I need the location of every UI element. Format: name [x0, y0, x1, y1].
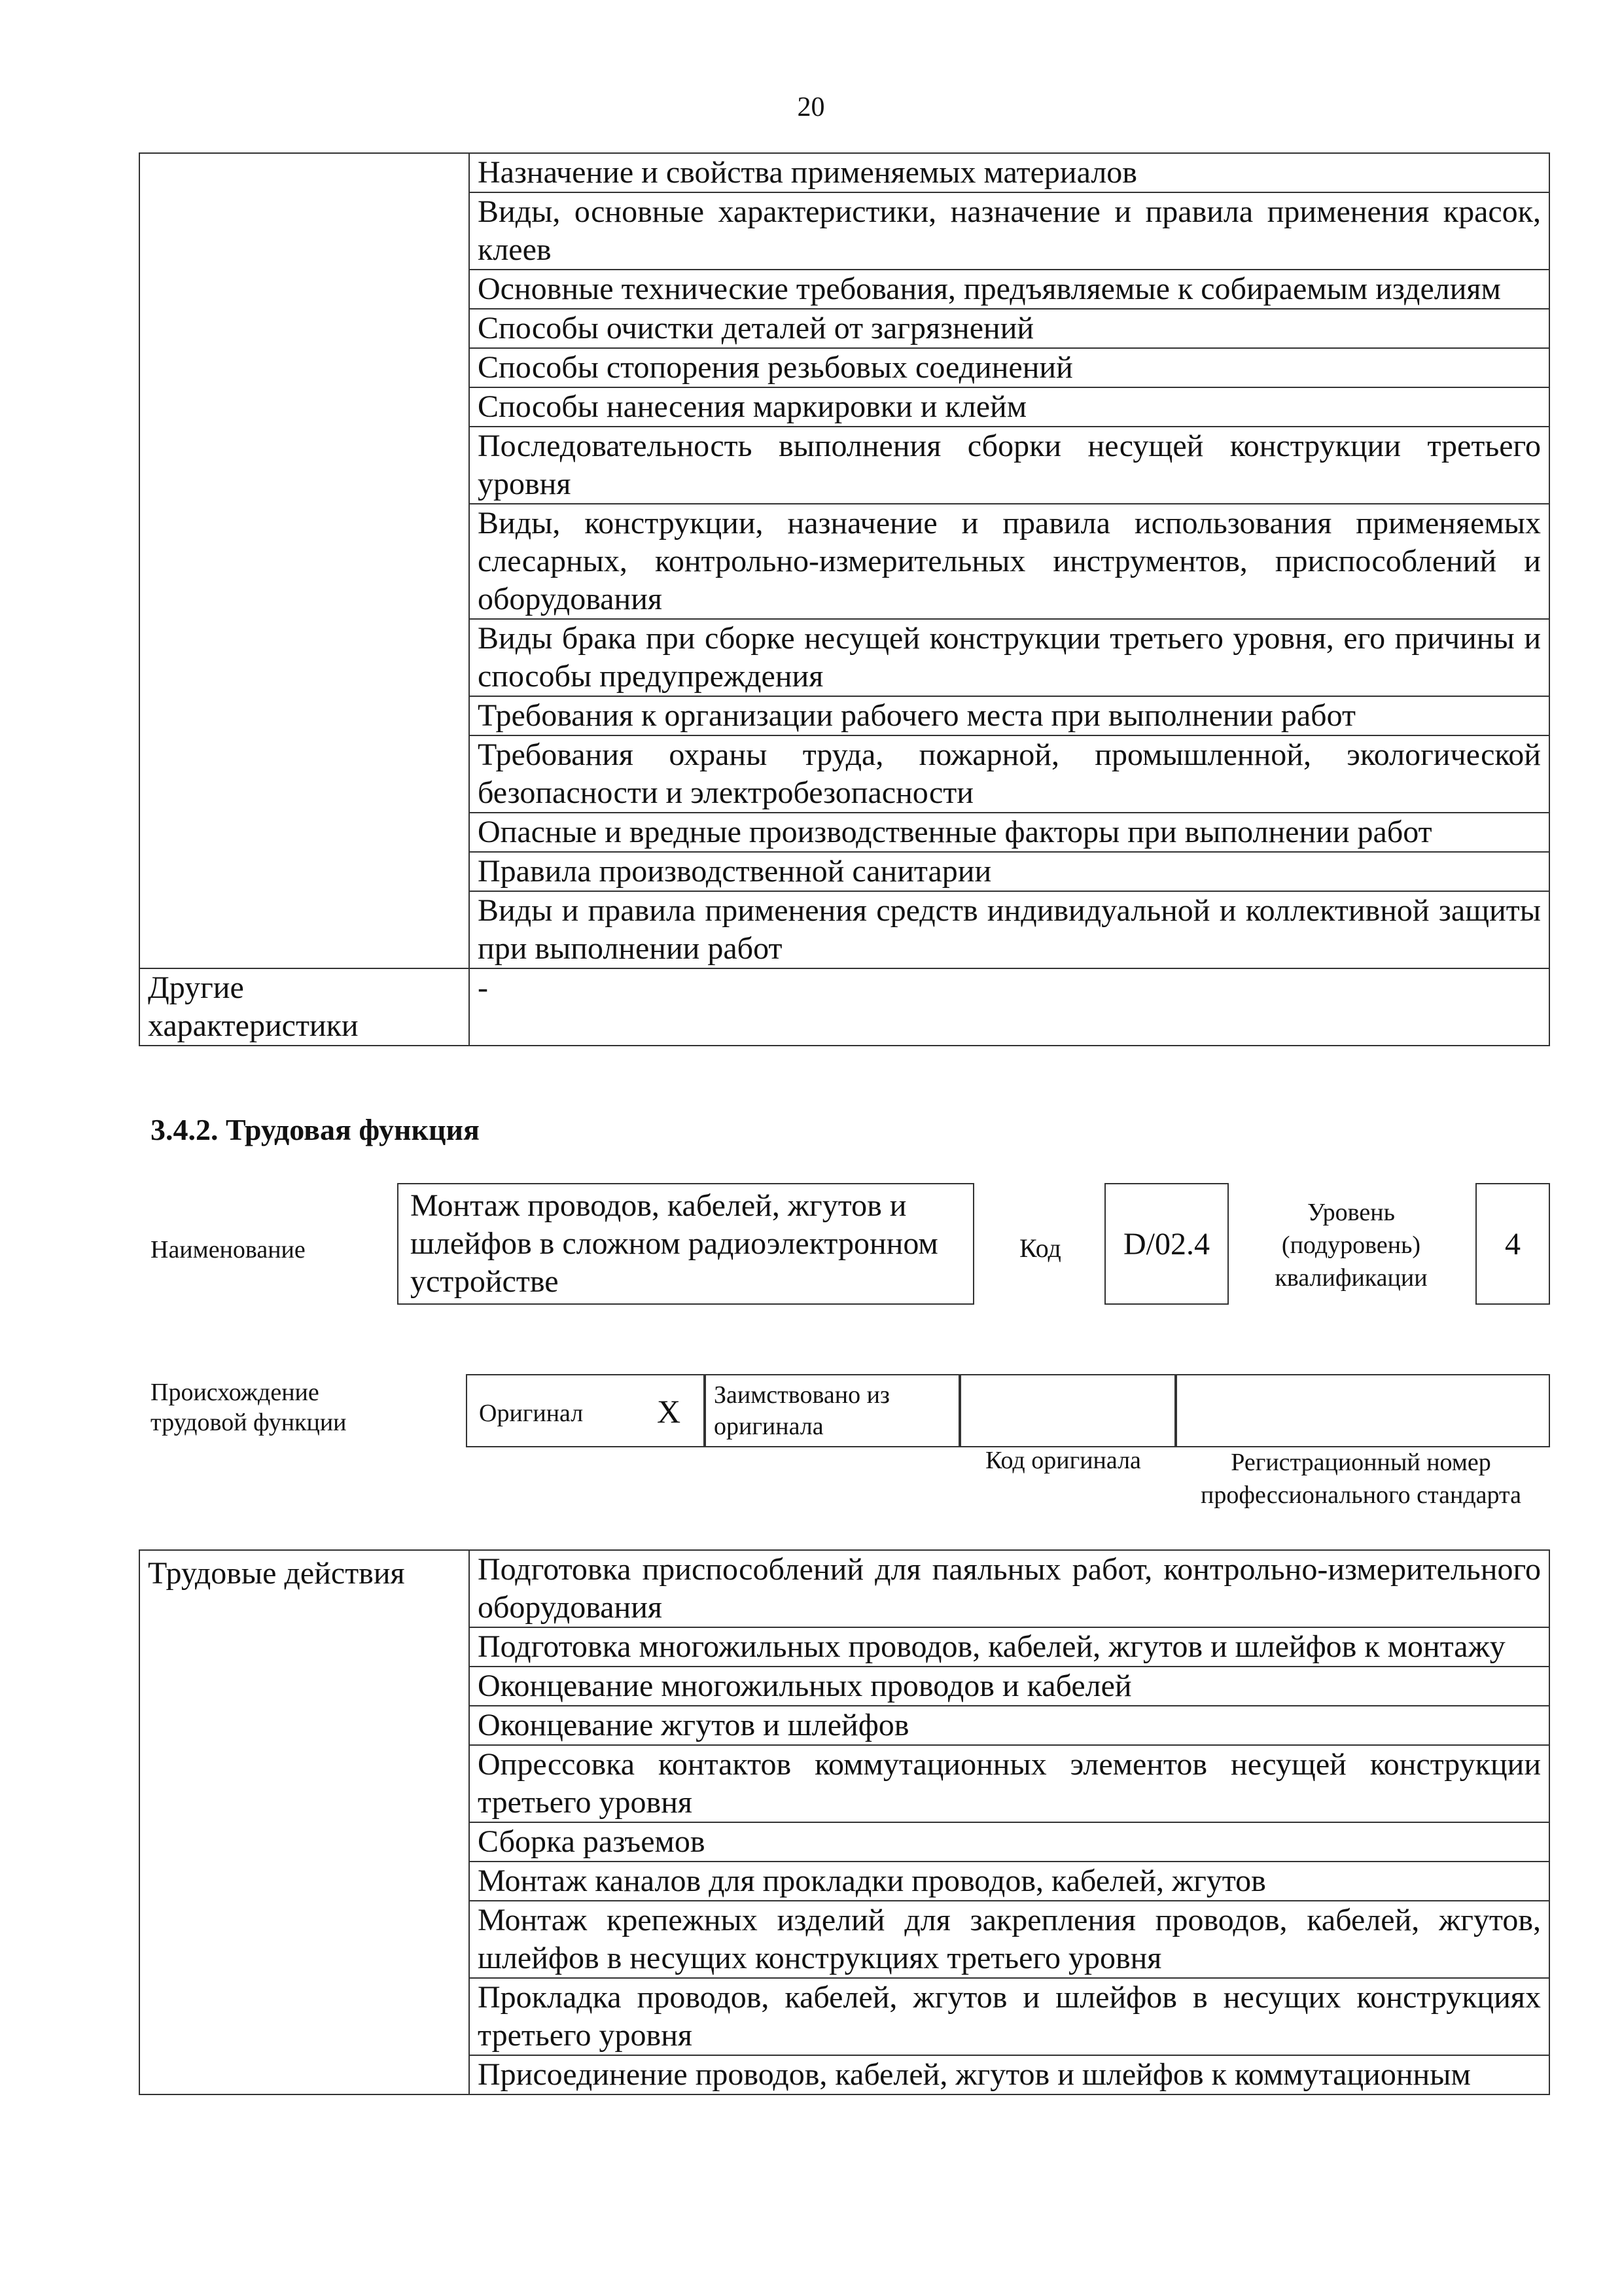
origin-label: Происхождение трудовой функции [150, 1379, 347, 1436]
knowledge-item: Правила производственной санитарии [469, 852, 1549, 891]
action-item: Присоединение проводов, кабелей, жгутов и шлейфов к коммутационным [469, 2055, 1549, 2094]
function-name-box: Монтаж проводов, кабелей, жгутов и шлейфов в сложном радиоэлектронном устройстве [397, 1183, 974, 1305]
knowledge-item: Виды, конструкции, назначение и правила использования применяемых слесарных, контрольно-измерительных инструментов, приспособлений и оборудования [469, 504, 1549, 619]
code-box: D/02.4 [1104, 1183, 1229, 1305]
level-label: Уровень (подуровень) квалификации [1275, 1199, 1428, 1292]
action-item: Монтаж каналов для прокладки проводов, кабелей, жгутов [469, 1862, 1549, 1901]
action-item: Оконцевание многожильных проводов и кабелей [469, 1667, 1549, 1706]
table-row [139, 968, 1549, 1046]
level-box: 4 [1475, 1183, 1550, 1305]
action-item: Подготовка приспособлений для паяльных работ, контрольно-измерительного оборудования [469, 1550, 1549, 1627]
action-item: Опрессовка контактов коммутационных элементов несущей конструкции третьего уровня [469, 1745, 1549, 1822]
action-item: Монтаж крепежных изделий для закрепления проводов, кабелей, жгутов, шлейфов в несущих конструкциях третьего уровня [469, 1901, 1549, 1978]
borrowed-cell [705, 1374, 960, 1447]
knowledge-item: Виды брака при сборке несущей конструкции третьего уровня, его причины и способы предупреждения [469, 619, 1549, 696]
original-label: Оригинал [479, 1400, 584, 1427]
knowledge-item: Способы стопорения резьбовых соединений [469, 348, 1549, 387]
knowledge-item: Опасные и вредные производственные факторы при выполнении работ [469, 813, 1549, 852]
actions-label: Трудовые действия [139, 1550, 469, 2094]
action-item: Сборка разъемов [469, 1822, 1549, 1862]
knowledge-item: Требования к организации рабочего места при выполнении работ [469, 696, 1549, 735]
knowledge-item: Виды и правила применения средств индивидуальной и коллективной защиты при выполнении работ [469, 891, 1549, 968]
knowledge-item: Последовательность выполнения сборки несущей конструкции третьего уровня [469, 427, 1549, 504]
knowledge-item: Требования охраны труда, пожарной, промышленной, экологической безопасности и электробезопасности [469, 735, 1549, 813]
original-code-cell [960, 1374, 1176, 1447]
other-characteristics-value: - [469, 968, 1549, 1046]
knowledge-item: Способы очистки деталей от загрязнений [469, 309, 1549, 348]
knowledge-item: Виды, основные характеристики, назначение и правила применения красок, клеев [469, 192, 1549, 270]
code-label: Код [1019, 1233, 1061, 1263]
other-characteristics-label: Другие характеристики [139, 968, 469, 1046]
origin-row [466, 1374, 1550, 1447]
table-row [139, 1550, 1549, 1627]
original-cell [466, 1374, 705, 1447]
knowledge-item: Способы нанесения маркировки и клейм [469, 387, 1549, 427]
action-item: Оконцевание жгутов и шлейфов [469, 1706, 1549, 1745]
table-row [139, 153, 1549, 192]
code-caption: Код оригинала [985, 1447, 1141, 1474]
name-label: Наименование [150, 1236, 306, 1263]
knowledge-table [139, 152, 1550, 1046]
reg-caption: Регистрационный номер профессионального стандарта [1201, 1449, 1521, 1509]
knowledge-item: Назначение и свойства применяемых материалов [469, 153, 1549, 192]
actions-table [139, 1549, 1550, 2095]
borrowed-label: Заимствовано из оригинала [714, 1381, 890, 1440]
registration-number-cell [1176, 1374, 1550, 1447]
knowledge-label-cell [139, 153, 469, 968]
page-number: 20 [797, 92, 825, 122]
original-mark: X [657, 1393, 681, 1430]
section-heading: 3.4.2. Трудовая функция [150, 1113, 480, 1146]
action-item: Прокладка проводов, кабелей, жгутов и шлейфов в несущих конструкциях третьего уровня [469, 1978, 1549, 2055]
action-item: Подготовка многожильных проводов, кабелей, жгутов и шлейфов к монтажу [469, 1627, 1549, 1667]
knowledge-item: Основные технические требования, предъявляемые к собираемым изделиям [469, 270, 1549, 309]
